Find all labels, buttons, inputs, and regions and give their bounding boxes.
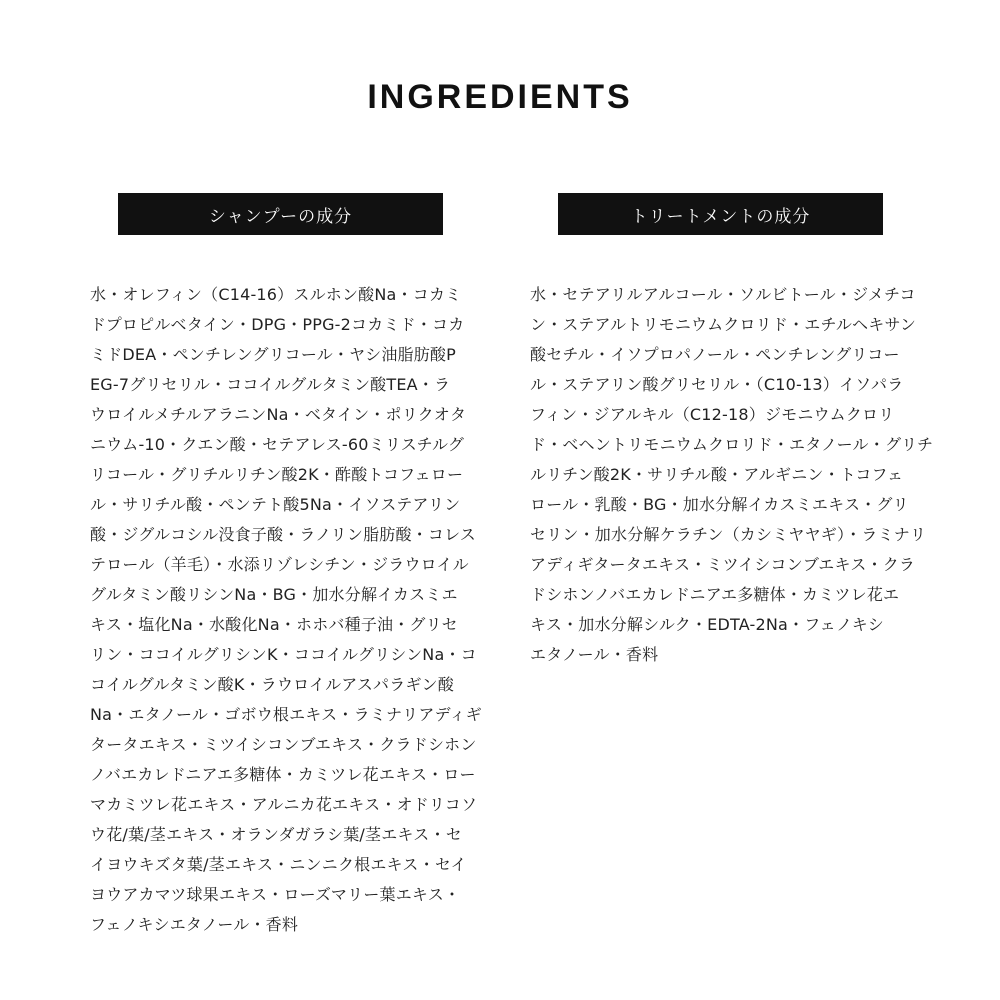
ingredient-line: 水・セテアリルアルコール・ソルビトール・ジメチコ	[530, 285, 916, 304]
ingredient-line: リコール・グリチルリチン酸2K・酢酸トコフェロー	[90, 465, 464, 484]
ingredient-line: ド・ベヘントリモニウムクロリド・エタノール・グリチ	[530, 435, 934, 454]
ingredient-line: ル・ステアリン酸グリセリル・（C10-13）イソパラ	[530, 375, 904, 394]
treatment-heading: トリートメントの成分	[558, 193, 883, 235]
ingredient-line: Na・エタノール・ゴボウ根エキス・ラミナリアディギ	[90, 705, 482, 724]
ingredient-line: ヨウアカマツ球果エキス・ローズマリー葉エキス・	[90, 885, 461, 904]
ingredient-line: EG-7グリセリル・ココイルグルタミン酸TEA・ラ	[90, 375, 451, 394]
ingredient-line: テロール（羊毛）・水添リゾレシチン・ジラウロイル	[90, 555, 469, 574]
ingredient-line: キス・加水分解シルク・EDTA-2Na・フェノキシ	[530, 615, 884, 634]
ingredient-line: ロール・乳酸・BG・加水分解イカスミエキス・グリ	[530, 495, 909, 514]
ingredient-line: リン・ココイルグリシンK・ココイルグリシンNa・コ	[90, 645, 477, 664]
ingredient-line: エタノール・香料	[530, 645, 659, 664]
ingredient-line: グルタミン酸リシンNa・BG・加水分解イカスミエ	[90, 585, 458, 604]
shampoo-heading: シャンプーの成分	[118, 193, 443, 235]
ingredient-line: イヨウキズタ葉/茎エキス・ニンニク根エキス・セイ	[90, 855, 467, 874]
ingredient-line: フィン・ジアルキル（C12-18）ジモニウムクロリ	[530, 405, 895, 424]
ingredient-line: セリン・加水分解ケラチン（カシミヤヤギ）・ラミナリ	[530, 525, 927, 544]
shampoo-ingredients-text	[90, 280, 490, 940]
ingredient-line: ノバエカレドニアエ多糖体・カミツレ花エキス・ロー	[90, 765, 476, 784]
ingredient-line: ドプロピルベタイン・DPG・PPG-2コカミド・コカ	[90, 315, 465, 334]
treatment-ingredients-section	[530, 193, 934, 670]
ingredient-line: キス・塩化Na・水酸化Na・ホホバ種子油・グリセ	[90, 615, 458, 634]
ingredient-line: 水・オレフィン（C14-16）スルホン酸Na・コカミ	[90, 285, 462, 304]
treatment-ingredients-text	[530, 280, 934, 670]
ingredient-line: アディギタータエキス・ミツイシコンブエキス・クラ	[530, 555, 916, 574]
ingredient-line: ニウム-10・クエン酸・セテアレス-60ミリスチルグ	[90, 435, 465, 454]
ingredient-line: ル・サリチル酸・ペンテト酸5Na・イソステアリン	[90, 495, 461, 514]
ingredient-line: ルリチン酸2K・サリチル酸・アルギニン・トコフェ	[530, 465, 904, 484]
ingredient-line: コイルグルタミン酸K・ラウロイルアスパラギン酸	[90, 675, 454, 694]
ingredient-line: 酸セチル・イソプロパノール・ペンチレングリコー	[530, 345, 900, 364]
ingredient-line: ミドDEA・ペンチレングリコール・ヤシ油脂肪酸P	[90, 345, 456, 364]
page-title: INGREDIENTS	[367, 78, 633, 116]
ingredient-line: 酸・ジグルコシル没食子酸・ラノリン脂肪酸・コレス	[90, 525, 477, 544]
ingredient-line: マカミツレ花エキス・アルニカ花エキス・オドリコソ	[90, 795, 478, 814]
ingredient-line: ウ花/葉/茎エキス・オランダガラシ葉/茎エキス・セ	[90, 825, 462, 844]
ingredient-line: タータエキス・ミツイシコンブエキス・クラドシホン	[90, 735, 477, 754]
ingredient-line: ドシホンノバエカレドニアエ多糖体・カミツレ花エ	[530, 585, 900, 604]
ingredient-line: フェノキシエタノール・香料	[90, 915, 299, 934]
ingredient-line: ン・ステアルトリモニウムクロリド・エチルヘキサン	[530, 315, 917, 334]
ingredient-line: ウロイルメチルアラニンNa・ベタイン・ポリクオタ	[90, 405, 467, 424]
shampoo-ingredients-section	[90, 193, 490, 940]
